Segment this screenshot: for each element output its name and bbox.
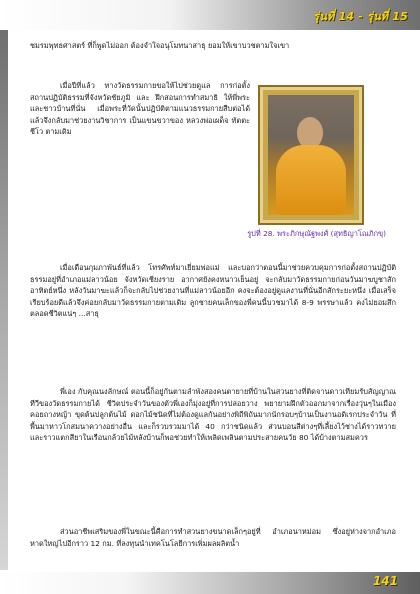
header-title: รุ่นที่ 14 - รุ่นที่ 15	[313, 10, 408, 23]
left-decorative-stripe	[0, 30, 8, 570]
monk-portrait-image	[268, 95, 354, 215]
paragraph-intro: ชมรมพุทธศาสตร์ ที่ก็พูดไม่ออก ต้องจำใจอนุโมทนาสาธุ ยอมให้เขาบวชตามใจเขา	[30, 41, 290, 50]
photo-caption: รูปที่ 28. พระภิกษุณัฐพงศ์ (สุทธิญาโณภิกขุ)	[247, 229, 386, 238]
paragraph-3: พี่เอง กับคุณนงลักษณ์ ตอนนี้ก็อยู่กันตามลำพังสองคนตายายที่บ้านในสวนยางที่ติดจานดาวเทียมรับสัญญาณทีวีของวัดธรรมกายได้ ชีวิตประจำวันของตัวพี่เองก็มุ่งอยู่ที่การปล่อยวาง พยายามฝึกตัวออกมาจากเรื่องวุ่นๆในเมือง คอยถางหญ้า ขุดต้นปลูกต้นไม้ ดอกไม้ชนิดที่ไม่ต้องดูแลกันอย่างพิถีพิถันมากนักรอบๆบ้านเป็นงานอดิเรกประจำวัน ที่พื้นมาหาวโกสมนาควางอย่างอื่น และก็รวบรวมมาได้ 40 กว่าชนิดแล้ว ส่วนบอนสีต่างๆที่เลี้ยงไว้ช่างได้ราวทวาย และราวแตกสียาในเรือนกล้วยไม้หลังบ้านก็พอช่วยทำให้เพลิดเพลินตามประสายคนวัย 80 ได้บ้างตามสมควร	[30, 387, 396, 442]
paragraph-1: เมื่อปีที่แล้ว ทางวัดธรรมกายขอให้ไปช่วยดูแล การก่อตั้งสถานปฏิบัติธรรมที่จังหวัดชัยภูมิ และ ฝึกสอนการทำสมาธิ ให้พี่พระ และชาวบ้านที่นั่น เมื่อพระที่วัดนั้นปฏิบัติตามแนวธรรมกายสืบต่อได้ แล้วจึงกลับมาช่วยงานวิชาการ เป็นแขนขวาของ หลวงพ่อเผด็จ ทัตตะชีโว ตามเดิม	[30, 81, 250, 136]
monk-portrait-frame	[258, 85, 364, 225]
monk-robe	[276, 145, 346, 215]
footer-bar	[0, 572, 420, 594]
paragraph-2: เมื่อเดือนกุมภาพันธ์ที่แล้ว โทรศัพท์มาเยี่ยมพ่อแม่ และบอกว่าตอนนี้มาช่วยควบคุมการก่อตั้งสถานปฏิบัติธรรมอยู่ที่อำเภอแม่ลาวน้อย จังหวัดเชียงราย อากาศยังคงหนาวเย็นอยู่ จะกลับมาวัดธรรมกายก่อนวันมาฆบูชาสักอาทิตย์หนึ่ง หลังวันมาฆะแล้วก็จะกลับไปช่วยงานที่แม่ลาวน้อยอีก คงจะต้องอยู่ดูแลงานที่นั่นอีกสักระยะหนึ่ง เมื่อเสร็จเรียบร้อยดีแล้วจึงค่อยกลับมาวัดธรรมกายตามเดิม ลูกชายคนเล็กของพี่คนนี้บวชมาได้ 8-9 พรรษาแล้ว คงไม่ยอมสึกตลอดชีวิตแน่ๆ ...สาธุ	[30, 263, 396, 318]
paragraph-4: ส่วนอาชีพเสริมของพี่ในขณะนี้คือการทำสวนยางขนาดเล็กๆอยู่ที่ อำเภอนาหม่อม ซึ่งอยู่ห่างจากอำเภอหาดใหญ่ไปอีกราว 12 กม. ที่ลงทุนนำเทคโนโลยีการเพิ่มผลผลิตน้ำ	[30, 527, 396, 548]
page-number: 141	[372, 574, 398, 588]
